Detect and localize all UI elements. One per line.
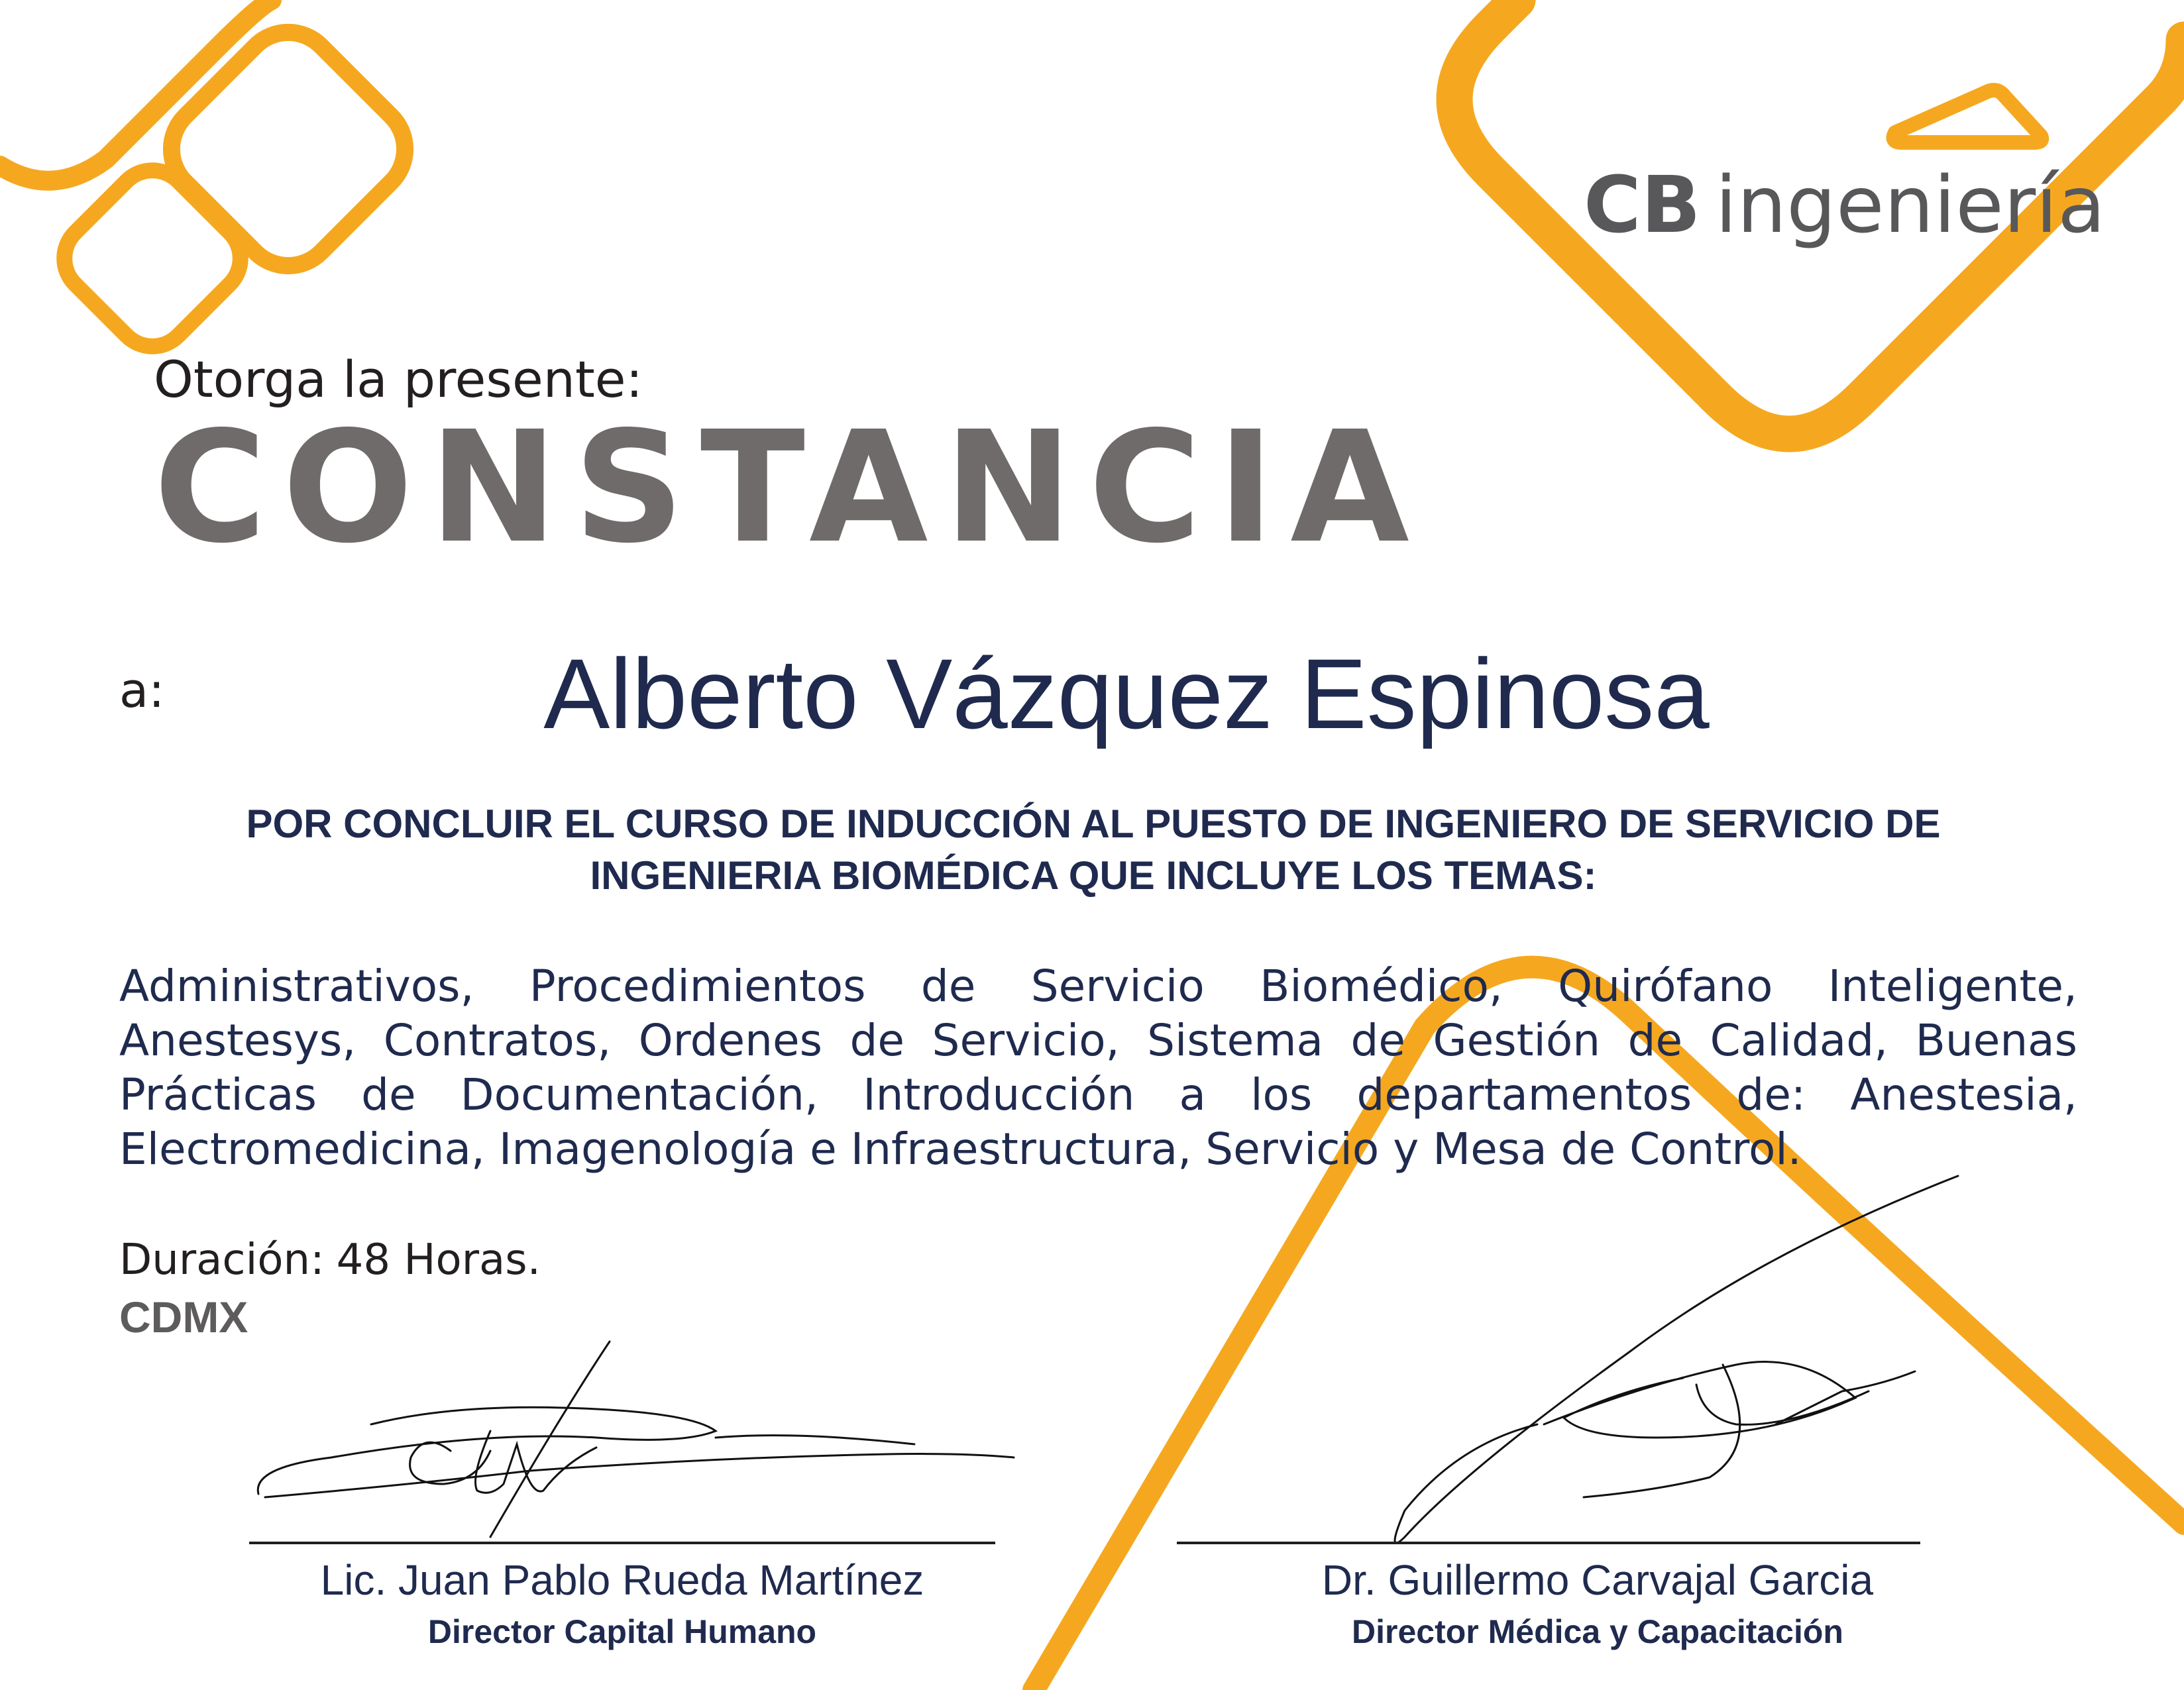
intro-text: Otorga la presente: <box>154 350 643 409</box>
corner-curve-shape <box>0 0 272 181</box>
signature-2-scribble <box>1365 1166 1961 1563</box>
reason-line-2: INGENIERIA BIOMÉDICA QUE INCLUYE LOS TEMAS: <box>590 853 1597 898</box>
certificate-title: CONSTANCIA <box>154 398 1425 577</box>
duration-label: Duración: <box>119 1236 325 1285</box>
signature-line-2 <box>1177 1542 1920 1544</box>
signatory-2-name: Dr. Guillermo Carvajal Garcia <box>1321 1556 1874 1604</box>
duration <box>119 1236 553 1285</box>
logo-cb: CB <box>1584 159 1701 250</box>
city: CDMX <box>119 1293 248 1342</box>
logo-roof-icon <box>1584 79 2074 159</box>
recipient-label: a: <box>119 662 165 718</box>
signature-1-scribble <box>252 1332 1034 1550</box>
course-topics: Administrativos, Procedimientos de Servicio Biomédico, Quirófano Inteligente, Anestesys, Contratos, Ordenes de Servicio, Sistema de Gestión de Calidad, Buenas Prácticas de Documentación, Introducción a los departamentos de: Anestesia, Electromedicina, Imagenología e Infraestructura, Servicio y Mesa de Control. <box>119 961 2077 1175</box>
course-reason <box>152 798 2034 902</box>
signatory-2-role: Director Médica y Capacitación <box>1352 1613 1843 1650</box>
signature-line-1 <box>249 1542 995 1544</box>
reason-line-1: POR CONCLUIR EL CURSO DE INDUCCIÓN AL PUESTO DE INGENIERO DE SERVICIO DE <box>246 802 1941 846</box>
rounded-square-small <box>49 155 255 361</box>
logo-ingenieria: ingeniería <box>1715 159 2106 250</box>
duration-value: 48 Horas. <box>336 1236 541 1285</box>
signatory-1-role: Director Capital Humano <box>427 1613 817 1650</box>
logo-wordmark <box>1584 159 2105 250</box>
recipient-name: Alberto Vázquez Espinosa <box>543 638 1710 749</box>
signatory-1-name: Lic. Juan Pablo Rueda Martínez <box>320 1556 924 1604</box>
rounded-square-large <box>152 13 424 285</box>
company-logo <box>1584 79 2106 252</box>
